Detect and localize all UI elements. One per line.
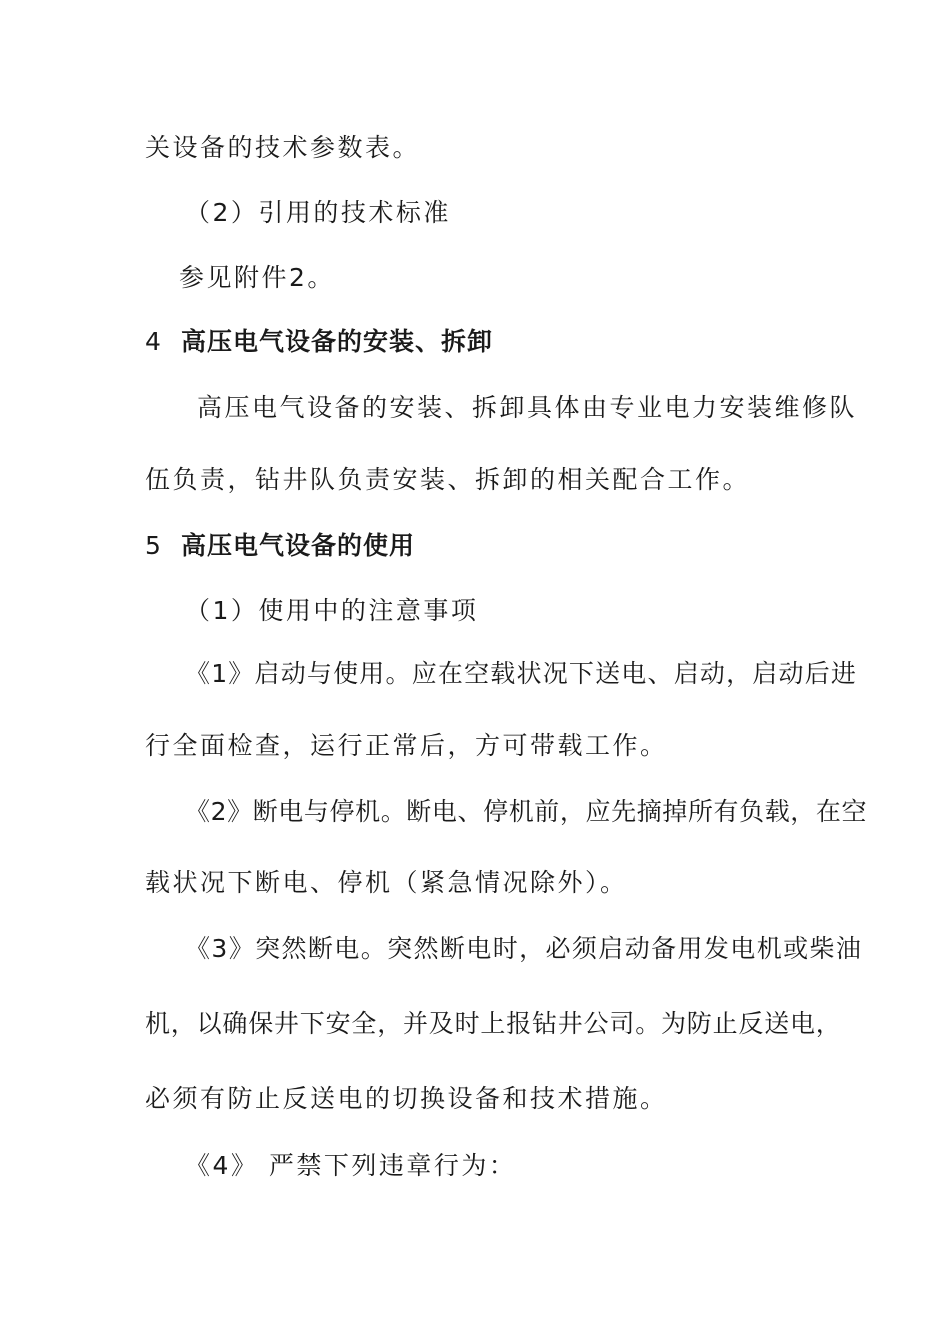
paragraph-line: 《3》突然断电。突然断电时，必须启动备用发电机或柴油 (185, 934, 863, 963)
paragraph-line: 《1》启动与使用。应在空载状况下送电、启动，启动后进 (185, 659, 858, 688)
paragraph-line: 关设备的技术参数表。 (145, 133, 421, 162)
section-title: 高压电气设备的安装、拆卸 (181, 327, 494, 356)
paragraph-line: 参见附件2。 (179, 263, 335, 292)
paragraph-line: 《2》断电与停机。断电、停机前，应先摘掉所有负载，在空 (185, 797, 868, 826)
paragraph-line: 必须有防止反送电的切换设备和技术措施。 (145, 1084, 668, 1113)
subsection-title: （1）使用中的注意事项 (185, 596, 479, 625)
section-number: 5 (145, 531, 162, 560)
paragraph-line: 载状况下断电、停机（紧急情况除外）。 (145, 868, 628, 897)
paragraph-line: 《4》 严禁下列违章行为： (185, 1151, 517, 1180)
subsection-title: （2）引用的技术标准 (185, 198, 451, 227)
paragraph-line: 机，以确保井下安全，并及时上报钻井公司。为防止反送电， (145, 1009, 842, 1038)
paragraph-line: 行全面检查，运行正常后，方可带载工作。 (145, 731, 668, 760)
paragraph-line: 高压电气设备的安装、拆卸具体由专业电力安装维修队 (197, 393, 858, 422)
section-heading-4 (145, 327, 493, 357)
section-heading-5 (145, 531, 415, 561)
section-number: 4 (145, 327, 162, 356)
paragraph-line: 伍负责，钻井队负责安装、拆卸的相关配合工作。 (145, 465, 751, 494)
section-title: 高压电气设备的使用 (181, 531, 416, 560)
